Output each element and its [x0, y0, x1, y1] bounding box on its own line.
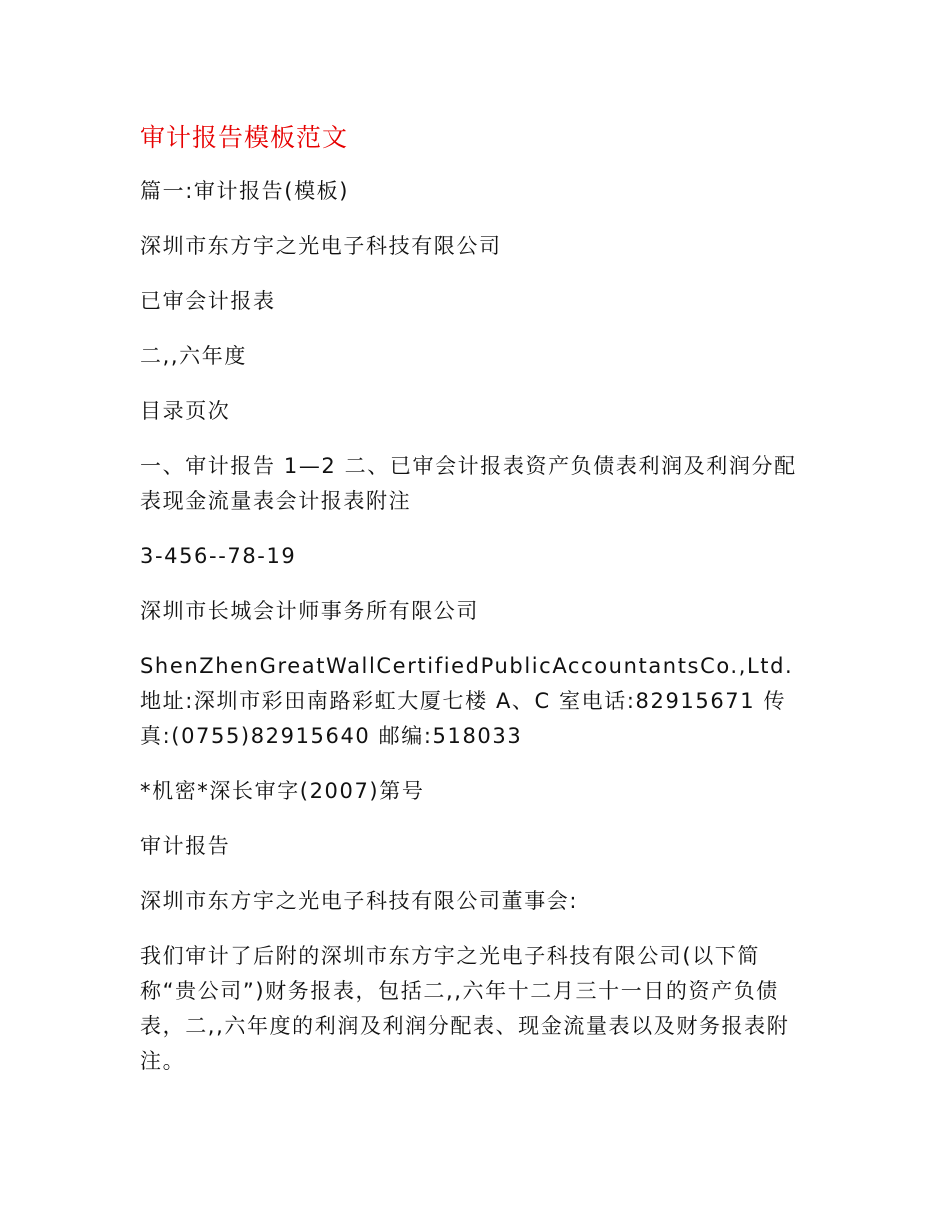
paragraph-contents-heading: 目录页次 — [140, 399, 231, 423]
paragraph-addressee: 深圳市东方宇之光电子科技有限公司董事会: — [140, 889, 579, 913]
document-title: 审计报告模板范文 — [140, 123, 349, 152]
paragraph-report-heading: 审计报告 — [140, 834, 231, 858]
paragraph-contents-list: 一、审计报告 1—2 二、已审会计报表资产负债表利润及利润分配表现金流量表会计报表附注 — [140, 454, 797, 513]
paragraph-firm-name: 深圳市长城会计师事务所有限公司 — [140, 599, 479, 623]
paragraph-confidential-ref: *机密*深长审字(2007)第号 — [140, 779, 425, 803]
paragraph-chapter-heading: 篇一:审计报告(模板) — [140, 179, 350, 203]
document-page — [140, 118, 812, 1099]
paragraph-audited-statements: 已审会计报表 — [140, 289, 276, 313]
paragraph-fiscal-year: 二,,六年度 — [140, 344, 247, 368]
paragraph-company-name: 深圳市东方宇之光电子科技有限公司 — [140, 234, 502, 258]
paragraph-page-numbers: 3-456--78-19 — [140, 544, 297, 568]
paragraph-audit-scope: 我们审计了后附的深圳市东方宇之光电子科技有限公司(以下简称“贵公司”)财务报表，包括二,,六年十二月三十一日的资产负债表，二,,六年度的利润及利润分配表、现金流量表以及财务报表附注。 — [140, 944, 790, 1073]
paragraph-firm-contact: ShenZhenGreatWallCertifiedPublicAccountantsCo.,Ltd.地址:深圳市彩田南路彩虹大厦七楼 A、C 室电话:82915671 传真:(0755)82915640 邮编:518033 — [140, 654, 794, 748]
